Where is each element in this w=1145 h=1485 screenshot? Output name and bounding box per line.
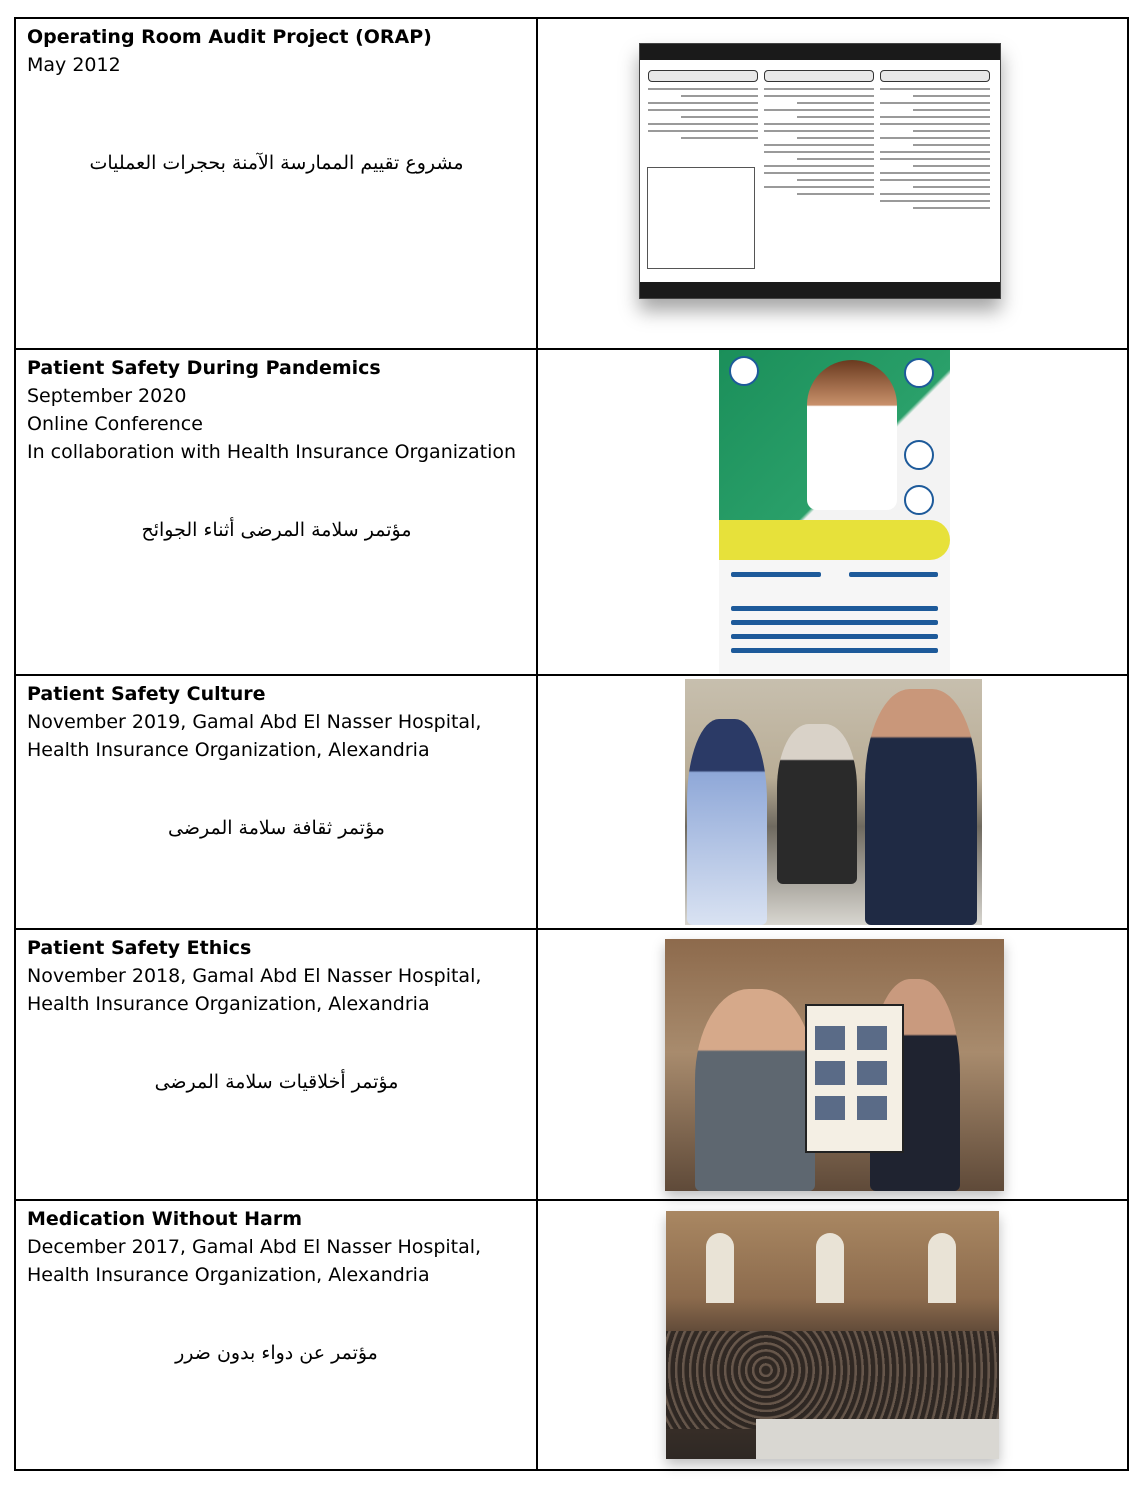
orap-form-image xyxy=(639,43,1001,299)
conference-photo xyxy=(666,1211,999,1459)
table-row xyxy=(15,1200,1128,1470)
event-date: December 2017, Gamal Abd El Nasser Hospital, xyxy=(27,1236,482,1258)
event-arabic-title: مؤتمر أخلاقيات سلامة المرضى xyxy=(154,1071,399,1093)
event-title: Medication Without Harm xyxy=(27,1208,303,1230)
conference-photo xyxy=(685,679,982,925)
table-row xyxy=(15,929,1128,1200)
event-text-cell xyxy=(15,349,537,675)
event-image-cell xyxy=(537,929,1128,1200)
event-image-cell xyxy=(537,675,1128,929)
table-row xyxy=(15,18,1128,349)
event-title: Patient Safety Culture xyxy=(27,683,266,705)
event-image-cell xyxy=(537,18,1128,349)
event-detail: In collaboration with Health Insurance Organization xyxy=(27,441,517,463)
event-arabic-title: مؤتمر عن دواء بدون ضرر xyxy=(175,1342,378,1364)
event-text-cell xyxy=(15,675,537,929)
event-date: September 2020 xyxy=(27,385,187,407)
table-row xyxy=(15,675,1128,929)
event-text-cell xyxy=(15,1200,537,1470)
event-detail: Health Insurance Organization, Alexandria xyxy=(27,739,430,761)
event-arabic-title: مؤتمر ثقافة سلامة المرضى xyxy=(168,817,385,839)
event-image-cell xyxy=(537,349,1128,675)
event-arabic-title: مشروع تقييم الممارسة الآمنة بحجرات العمليات xyxy=(89,152,464,174)
event-text-cell xyxy=(15,18,537,349)
conference-poster-image xyxy=(719,350,950,674)
event-date: November 2019, Gamal Abd El Nasser Hospital, xyxy=(27,711,482,733)
event-date: November 2018, Gamal Abd El Nasser Hospital, xyxy=(27,965,482,987)
event-date: May 2012 xyxy=(27,54,121,76)
event-title: Operating Room Audit Project (ORAP) xyxy=(27,26,432,48)
table-row xyxy=(15,349,1128,675)
event-detail: Online Conference xyxy=(27,413,203,435)
events-table xyxy=(14,17,1129,1471)
event-image-cell xyxy=(537,1200,1128,1470)
event-arabic-title: مؤتمر سلامة المرضى أثناء الجوائح xyxy=(141,519,412,541)
conference-photo xyxy=(665,939,1004,1191)
event-title: Patient Safety Ethics xyxy=(27,937,252,959)
event-detail: Health Insurance Organization, Alexandria xyxy=(27,993,430,1015)
event-detail: Health Insurance Organization, Alexandria xyxy=(27,1264,430,1286)
event-title: Patient Safety During Pandemics xyxy=(27,357,381,379)
event-text-cell xyxy=(15,929,537,1200)
